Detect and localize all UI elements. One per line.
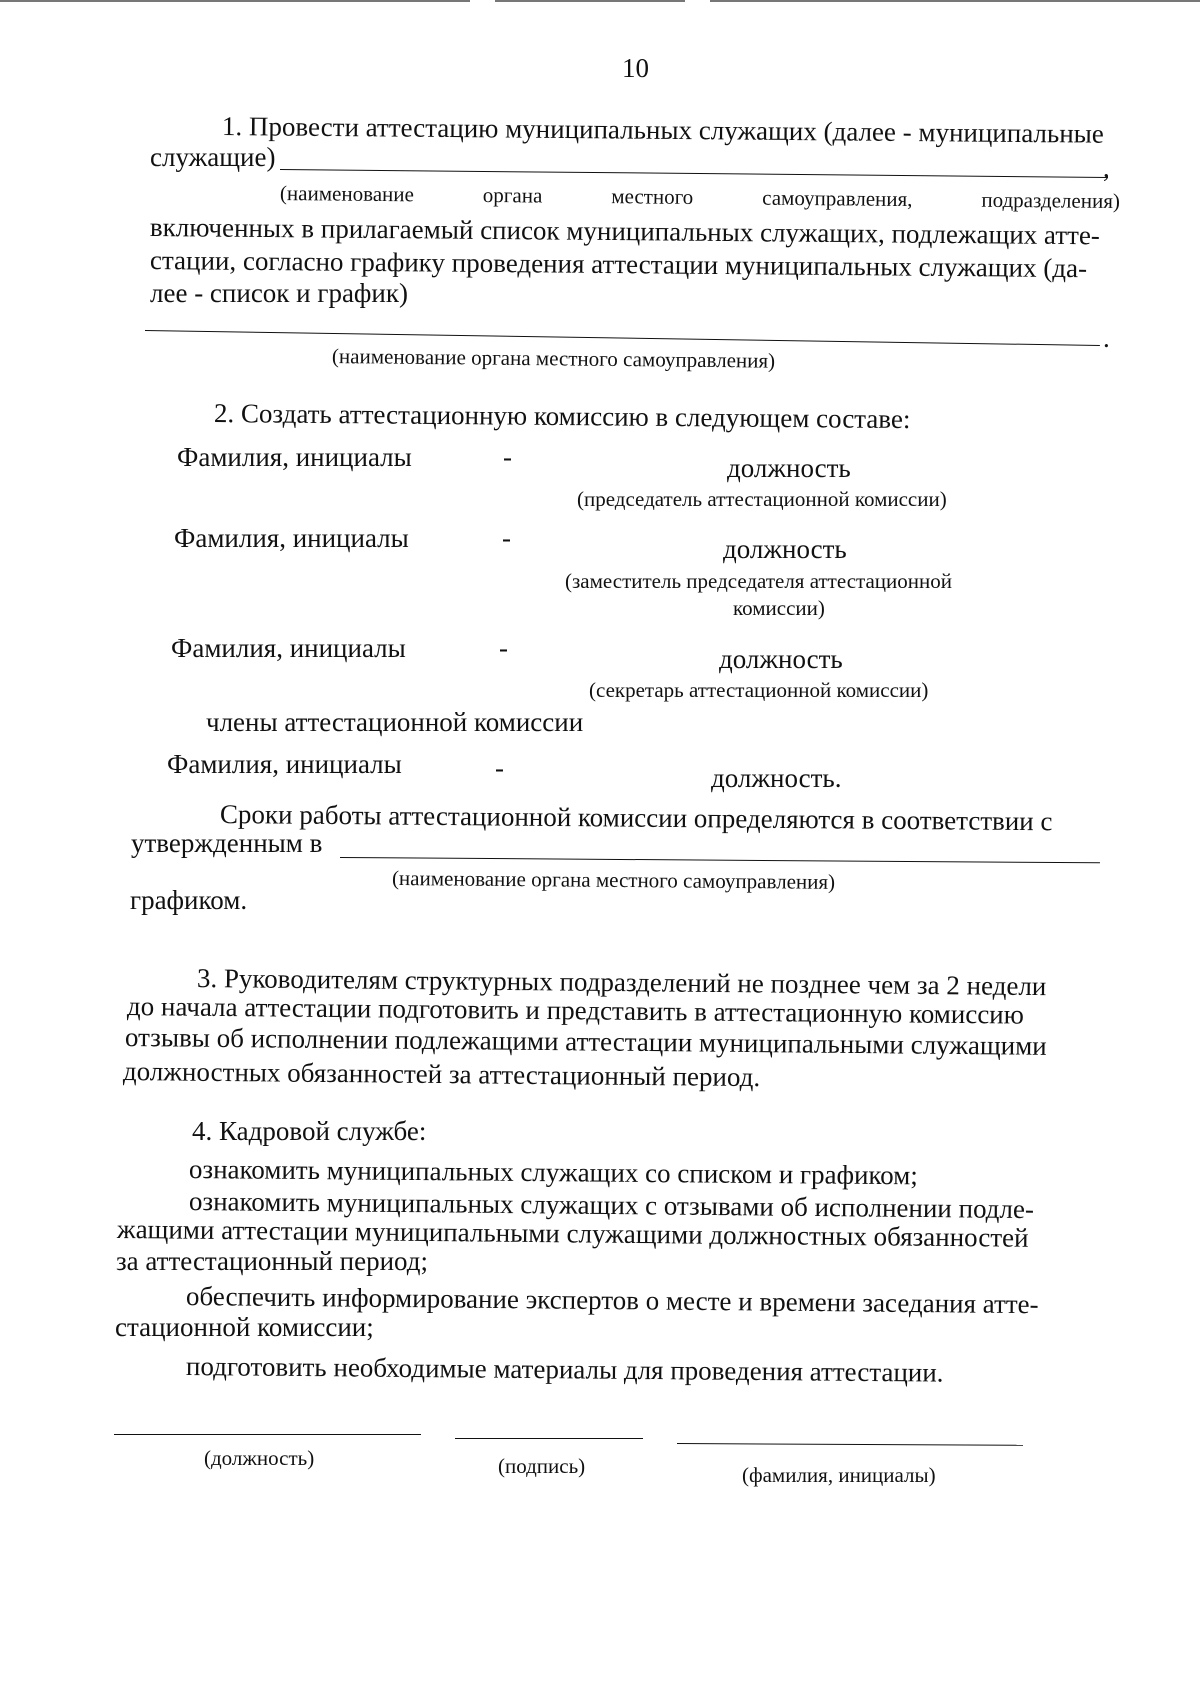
terms-caption: (наименование органа местного самоуправления): [391, 866, 836, 894]
member-name: Фамилия, инициалы: [167, 749, 402, 779]
caption-word: подразделения): [981, 187, 1121, 214]
member-role: (секретарь аттестационной комиссии): [589, 678, 929, 702]
caption-word: самоуправления,: [762, 185, 913, 212]
item1-caption-organ: [280, 181, 1120, 213]
signature-caption-position: (должность): [204, 1446, 315, 1470]
members-label: члены аттестационной комиссии: [206, 707, 584, 737]
signature-caption-signature: (подпись): [498, 1454, 586, 1478]
caption-word: (наименование: [279, 181, 415, 207]
member-dash: -: [495, 753, 504, 783]
signature-blank-signature: [455, 1438, 643, 1439]
member-name: Фамилия, инициалы: [171, 633, 406, 663]
item4-line: обеспечить информирование экспертов о месте и времени заседания атте-: [185, 1281, 1039, 1320]
member-position: должность.: [711, 763, 842, 793]
item1-line4: стации, согласно графику проведения аттестации муниципальных служащих (да-: [149, 245, 1088, 284]
item1-blank-organ: [280, 169, 1108, 178]
signature-caption-name: (фамилия, инициалы): [742, 1463, 936, 1487]
item3-line: отзывы об исполнении подлежащими аттестации муниципальными служащими: [124, 1022, 1047, 1061]
item1-line1: 1. Провести аттестацию муниципальных служащих (далее - муниципальные: [221, 111, 1104, 149]
caption-word: органа: [482, 182, 543, 208]
terms-line3: графиком.: [130, 885, 248, 915]
terms-line1: Сроки работы аттестационной комиссии определяются в соответствии с: [219, 799, 1053, 837]
item3-line: должностных обязанностей за аттестационный период.: [122, 1056, 761, 1093]
signature-blank-position: [114, 1434, 421, 1435]
item4-heading: 4. Кадровой службе:: [192, 1116, 427, 1146]
member-dash: -: [499, 633, 508, 663]
terms-line2: утвержденным в: [131, 828, 323, 858]
member-role: (заместитель председателя аттестационной: [565, 569, 952, 593]
item1-line6-period: .: [1103, 323, 1110, 353]
signature-blank-name: [677, 1443, 1023, 1446]
item4-line: ознакомить муниципальных служащих со списком и графиком;: [188, 1154, 918, 1191]
page-number: 10: [622, 53, 649, 83]
member-role-cont: комиссии): [733, 596, 825, 620]
member-position: должность: [723, 534, 847, 564]
member-role: (председатель аттестационной комиссии): [577, 487, 947, 511]
member-dash: -: [502, 523, 511, 553]
item1-blank-organ2: [145, 330, 1100, 346]
member-dash: -: [503, 442, 512, 472]
item4-line: ознакомить муниципальных служащих с отзывами об исполнении подле-: [188, 1186, 1035, 1225]
item4-line: стационной комиссии;: [115, 1312, 374, 1342]
member-name: Фамилия, инициалы: [177, 442, 412, 472]
item3-line: 3. Руководителям структурных подразделений не позднее чем за 2 недели: [196, 963, 1047, 1002]
item1-line5: лее - список и график): [150, 278, 408, 308]
member-name: Фамилия, инициалы: [174, 523, 409, 553]
member-position: должность: [719, 644, 843, 674]
terms-blank-organ: [340, 857, 1100, 863]
member-position: должность: [727, 453, 851, 483]
item4-line: жащими аттестации муниципальными служащими должностных обязанностей: [116, 1214, 1029, 1253]
item1-caption-organ2: (наименование органа местного самоуправления): [331, 344, 776, 373]
item3-line: до начала аттестации подготовить и представить в аттестационную комиссию: [126, 991, 1025, 1030]
item2-heading: 2. Создать аттестационную комиссию в следующем составе:: [213, 398, 911, 435]
item4-line: за аттестационный период;: [116, 1246, 429, 1276]
item4-line: подготовить необходимые материалы для проведения аттестации.: [185, 1351, 944, 1388]
item1-line2-label: служащие): [150, 142, 276, 172]
caption-word: местного: [611, 184, 694, 209]
item1-line3: включенных в прилагаемый список муниципальных служащих, подлежащих атте-: [149, 212, 1101, 251]
item1-line2-comma: ,: [1103, 153, 1110, 183]
